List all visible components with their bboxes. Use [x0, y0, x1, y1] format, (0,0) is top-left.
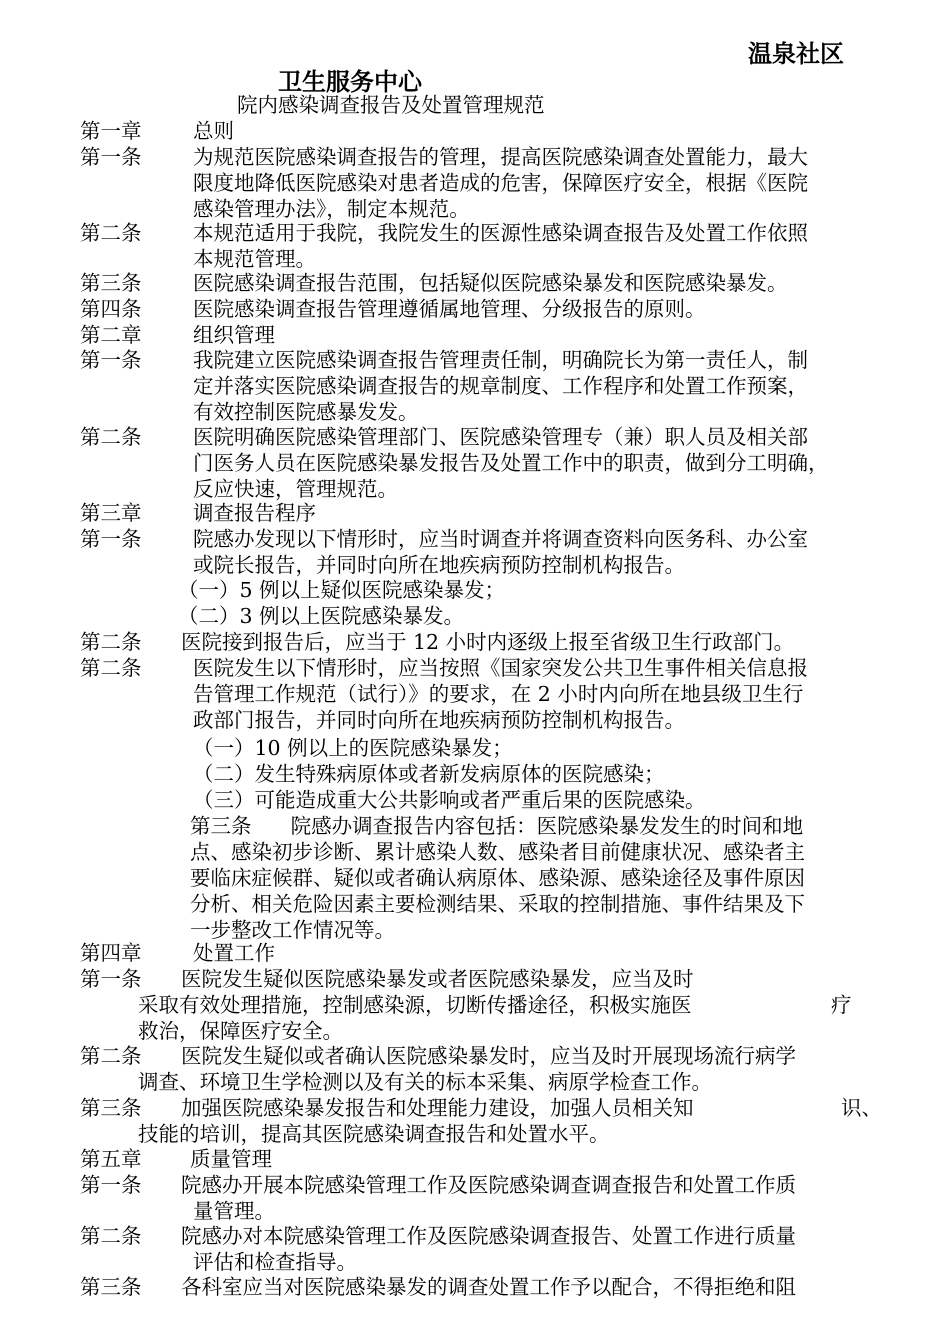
article-label: 第三条: [80, 1275, 142, 1299]
chapter-title: 组织管理: [193, 323, 275, 347]
chapter-label: 第五章: [80, 1147, 142, 1171]
article-text: 医院发生以下情形时，应当按照《国家突发公共卫生事件相关信息报 告管理工作规范（试行）》的要求，在 2 小时内向所在地县级卫生行 政部门报告，并同时向所在地疾病预防控制机构报告。: [193, 656, 808, 732]
article-label: 第二条: [80, 656, 142, 680]
chapter-title: 质量管理: [190, 1147, 272, 1171]
article-label: 第一条: [80, 1173, 142, 1197]
text-fragment: 疗: [831, 993, 852, 1017]
list-item: （三）可能造成重大公共影响或者严重后果的医院感染。: [193, 788, 706, 812]
article-text: 院感办开展本院感染管理工作及医院感染调查调查报告和处置工作质 量管理。: [181, 1173, 796, 1223]
article-text: 医院发生疑似医院感染暴发或者医院感染暴发，应当及时: [181, 967, 694, 991]
article-label: 第四条: [80, 297, 142, 321]
article-text: 第三条 院感办调查报告内容包括：医院感染暴发发生的时间和地 点、感染初步诊断、累计感染人数、感染者目前健康状况、感染者主 要临床症候群、疑似或者确认病原体、感染源、感染途径及事件原因 分析、相关危险因素主要检测结果、采取的控制措施、事件结果及下 一步整改工作情况等。: [190, 814, 805, 942]
article-label: 第二条: [80, 425, 142, 449]
chapter-title: 调查报告程序: [193, 501, 316, 525]
article-label: 第一条: [80, 527, 142, 551]
article-text: 各科室应当对医院感染暴发的调查处置工作予以配合，不得拒绝和阻: [181, 1275, 796, 1299]
article-text: 采取有效处理措施，控制感染源，切断传播途径，积极实施医 救治，保障医疗安全。: [138, 993, 692, 1043]
list-item: （二）3 例以上医院感染暴发。: [178, 604, 465, 628]
article-label: 第一条: [80, 145, 142, 169]
article-text: 本规范适用于我院，我院发生的医源性感染调查报告及处置工作依照 本规范管理。: [193, 221, 808, 271]
article-label: 第二条: [80, 1044, 142, 1068]
article-label: 第二条: [80, 1224, 142, 1248]
article-label: 第三条: [80, 1096, 142, 1120]
chapter-title: 总则: [193, 119, 234, 143]
article-text: 医院明确医院感染管理部门、医院感染管理专（兼）职人员及相关部 门医务人员在医院感染暴发报告及处置工作中的职责，做到分工明确， 反应快速，管理规范。: [193, 425, 829, 501]
article-text: 医院感染调查报告范围，包括疑似医院感染暴发和医院感染暴发。: [193, 271, 788, 295]
article-text: 为规范医院感染调查报告的管理，提高医院感染调查处置能力，最大 限度地降低医院感染对患者造成的危害，保障医疗安全，根据《医院 感染管理办法》，制定本规范。: [193, 145, 808, 221]
article-label: 第二条: [80, 630, 142, 654]
article-text: 医院接到报告后，应当于 12 小时内逐级上报至省级卫生行政部门。: [181, 630, 795, 654]
article-label: 第三条: [80, 271, 142, 295]
text-fragment: 识、: [841, 1096, 882, 1120]
article-text: 医院感染调查报告管理遵循属地管理、分级报告的原则。: [193, 297, 706, 321]
article-text: 调查、环境卫生学检测以及有关的标本采集、病原学检查工作。: [138, 1070, 712, 1094]
chapter-label: 第一章: [80, 119, 142, 143]
document-title: 院内感染调查报告及处置管理规范: [237, 93, 545, 117]
article-text: 医院发生疑似或者确认医院感染暴发时，应当及时开展现场流行病学: [181, 1044, 796, 1068]
chapter-label: 第四章: [80, 941, 142, 965]
org-name-line1: 温泉社区: [748, 39, 844, 68]
article-label: 第一条: [80, 967, 142, 991]
org-name-line2: 卫生服务中心: [278, 67, 422, 96]
article-label: 第二条: [80, 221, 142, 245]
article-label: 第一条: [80, 348, 142, 372]
article-text: 加强医院感染暴发报告和处理能力建设，加强人员相关知: [181, 1096, 694, 1120]
list-item: （二）发生特殊病原体或者新发病原体的医院感染；: [193, 762, 665, 786]
list-item: （一）10 例以上的医院感染暴发；: [193, 736, 513, 760]
article-text: 技能的培训，提高其医院感染调查报告和处置水平。: [138, 1122, 610, 1146]
chapter-label: 第三章: [80, 501, 142, 525]
article-text: 院感办对本院感染管理工作及医院感染调查报告、处置工作进行质量 评估和检查指导。: [181, 1224, 796, 1274]
chapter-title: 处置工作: [193, 941, 275, 965]
chapter-label: 第二章: [80, 323, 142, 347]
article-text: 我院建立医院感染调查报告管理责任制，明确院长为第一责任人，制 定并落实医院感染调查报告的规章制度、工作程序和处置工作预案， 有效控制医院感暴发发。: [193, 348, 808, 424]
list-item: （一）5 例以上疑似医院感染暴发；: [178, 578, 506, 602]
article-text: 院感办发现以下情形时，应当时调查并将调查资料向医务科、办公室 或院长报告，并同时向所在地疾病预防控制机构报告。: [193, 527, 808, 577]
